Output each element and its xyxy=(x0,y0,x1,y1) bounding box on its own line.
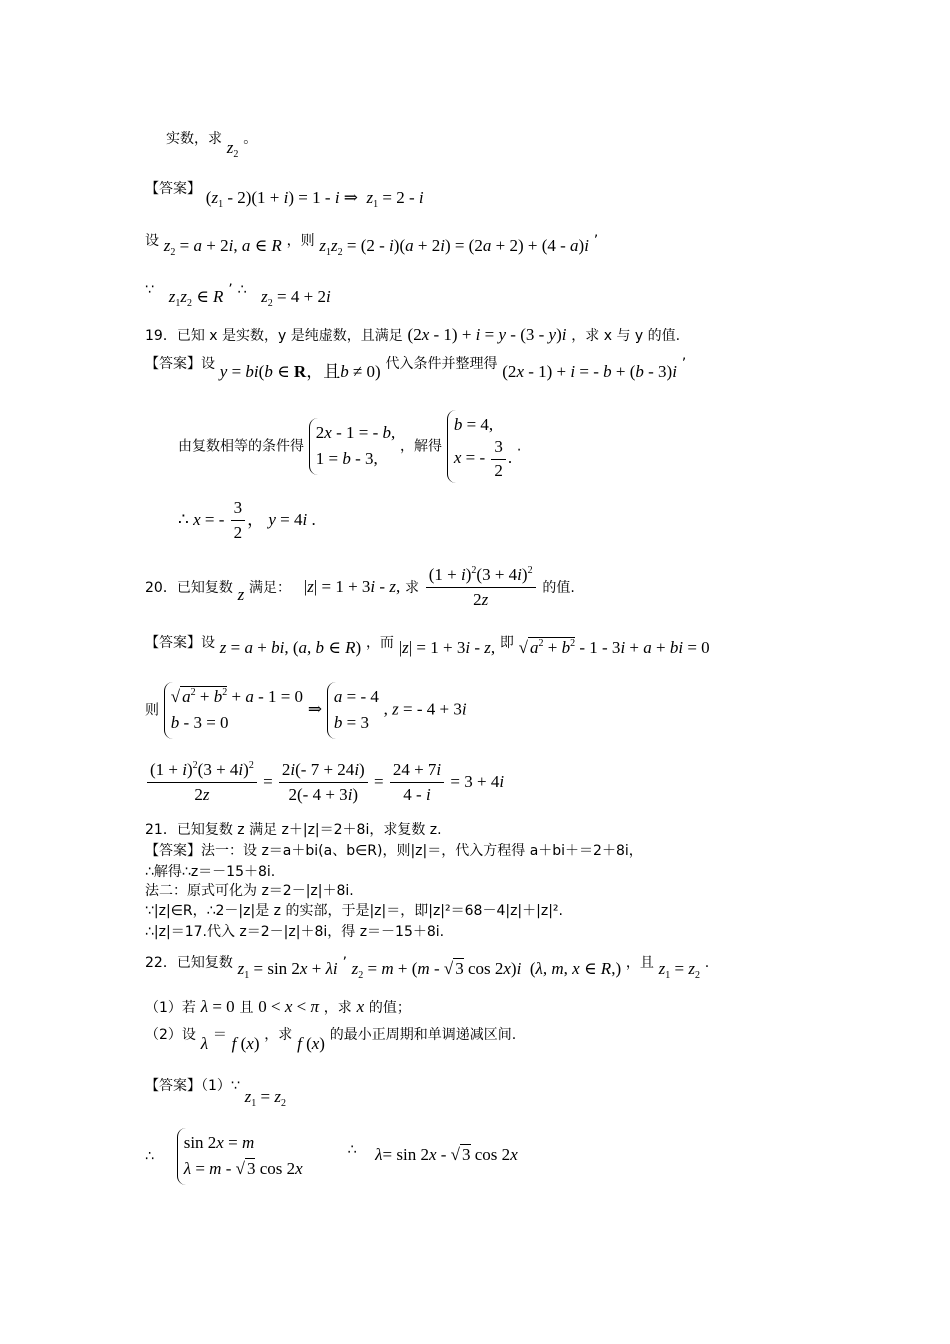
because-symbol: ∵ xyxy=(145,282,154,298)
answer-18-line-2: 设 $z_2 = a + 2i$, a ∈ R ，则 $z_1z_2 = (2 - i)(a + 2i) = (2a + 2) + (4 - a)i$ ’ xyxy=(145,233,599,258)
equation-system: sin 2x = m λ = m - √ 3 cos 2x xyxy=(177,1128,303,1185)
text: 的值. xyxy=(542,579,575,596)
math-z2: $z_2$ xyxy=(226,138,239,160)
math: $z_1 = z_2$ xyxy=(658,959,701,981)
question-22-part-1 xyxy=(145,997,411,1017)
text: 22．已知复数 xyxy=(145,955,233,971)
math: |z| = 1 + 3i - z, xyxy=(398,638,496,657)
math: $\frac{(1 + i)^2(3 + 4i)^2}{2z}$ = $\frac{2i(- 7 + 24i)}{2(- 4 + 3i)}$ = $\frac{24 + 7i}{4 - i}$ = 3 + 4i xyxy=(145,772,504,791)
answer-18-line-1 xyxy=(145,178,424,210)
answer-21-line-1: 【答案】法一：设 z＝a＋bi(a、b∈R)，则|z|＝，代入方程得 a＋bi＋＝2＋8i， xyxy=(145,843,643,859)
math: z = a + bi, (a, b ∈ R) xyxy=(219,638,362,657)
equation-system: b = 4, x = - $\frac{3}{2}$ . xyxy=(447,410,512,483)
text: （2）设 xyxy=(145,1027,196,1043)
math: λ= sin 2x - √ 3 cos 2x xyxy=(375,1145,518,1165)
line-1 xyxy=(166,128,258,160)
math: z xyxy=(237,584,245,604)
math: $z_2 = m + (m$ - √ 3 cos 2x)i (λ, m, x ∈ R,) xyxy=(351,959,622,981)
math: (2x - 1) + i = y - (3 - y)i xyxy=(407,325,567,344)
math: , z = - 4 + 3i xyxy=(383,699,467,719)
text: ，而 xyxy=(365,635,394,651)
answer-21-line-2: ∴解得∴z＝－15＋8i. xyxy=(145,864,276,880)
math: x xyxy=(356,997,365,1016)
text: ，求 xyxy=(264,1027,293,1043)
text: 的值； xyxy=(368,1000,411,1016)
answer-19-line-2: 由复数相等的条件得 2x - 1 = - b, 1 = b - 3, ，解得 b = 4, x = - $\frac{3}{2}$ . . xyxy=(178,410,521,483)
text: ＝ xyxy=(212,1027,227,1043)
answer-label: 【答案】 xyxy=(145,181,201,197)
question-22-part-2 xyxy=(145,1024,517,1053)
math: ∴ x = - $\frac{3}{2}$ ， y = 4i . xyxy=(178,498,316,543)
therefore-symbol: ∴ xyxy=(145,1148,154,1165)
question-22: 22．已知复数 $z_1 = \sin 2x + \lambda i$ ’ $z_2 = m + (m$ - √ 3 cos 2x)i (λ, m, x ∈ R,) ，且 $z_1 = z_2$ . xyxy=(145,955,710,981)
answer-21-line-4: ∵|z|∈R，∴2－|z|是 z 的实部，于是|z|＝，即|z|²＝68－4|z|＋|z|². xyxy=(145,903,563,919)
text: ，则 xyxy=(286,233,315,249)
question-20 xyxy=(145,565,575,611)
text: 则 xyxy=(145,702,159,719)
text: 实数，求 xyxy=(166,131,222,147)
math-fraction: $\frac{(1 + i)^2(3 + 4i)^2}{2z}$ xyxy=(426,565,536,611)
text: 【答案】（1）∵ xyxy=(145,1078,240,1094)
text: （1）若 xyxy=(145,1000,196,1016)
math: $z_1 = z_2$ xyxy=(244,1087,286,1109)
text: 且 xyxy=(239,1000,254,1016)
text: 由复数相等的条件得 xyxy=(178,438,304,455)
text: ，求 x 与 y 的值. xyxy=(571,328,681,344)
text: ，求 xyxy=(323,1000,352,1016)
answer-19-line-1: 【答案】设 y = bi(b ∈ R，且b ≠ 0) 代入条件并整理得 (2x - 1) + i = - b + (b - 3)i ’ xyxy=(145,356,687,381)
answer-22-line-2 xyxy=(145,1128,518,1185)
therefore-symbol: ∴ xyxy=(347,1142,357,1159)
equation-system: a = - 4 b = 3 xyxy=(327,682,379,739)
text: 【答案】设 xyxy=(145,635,215,651)
text: 【答案】设 xyxy=(145,356,215,372)
math: y = bi(b ∈ R，且b ≠ 0) xyxy=(219,362,381,381)
text: 满足： xyxy=(249,579,292,596)
text: 即 xyxy=(499,635,514,651)
math: $z_1z_2$ ∈ R xyxy=(168,287,224,309)
answer-20-line-2 xyxy=(145,682,467,739)
math: $(z_1 - 2)(1 + i) = 1 - i$ ⇒ $z_1 = 2 - i$ xyxy=(205,188,424,210)
text: ，解得 xyxy=(400,438,443,455)
math: f (x) xyxy=(297,1034,325,1053)
answer-21-line-5: ∴|z|＝17.代入 z＝2－|z|＋8i，得 z＝－15＋8i. xyxy=(145,924,445,940)
math: $z_1z_2 = (2 - i)(a + 2i) = (2a + 2) + (4 - a)i$ xyxy=(319,236,589,258)
math: $z_1 = \sin 2x + \lambda i$ xyxy=(237,959,338,981)
question-21: 21．已知复数 z 满足 z＋|z|＝2＋8i，求复数 z. xyxy=(145,822,442,838)
text: 代入条件并整理得 xyxy=(385,356,498,372)
math: ⇒ xyxy=(307,699,323,719)
math: 0 < x < π xyxy=(258,997,319,1016)
therefore-symbol: ∴ xyxy=(237,282,247,298)
text: 。 xyxy=(243,131,258,147)
answer-22-line-1 xyxy=(145,1075,286,1109)
math: f (x) xyxy=(231,1034,260,1053)
text: 的最小正周期和单调递减区间. xyxy=(329,1027,517,1043)
text: 19．已知 x 是实数，y 是纯虚数，且满足 xyxy=(145,328,403,344)
answer-18-line-3: ∵ $z_1z_2$ ∈ R ’ ∴ $z_2 = 4 + 2i$ xyxy=(145,282,331,309)
answer-19-line-3 xyxy=(178,498,316,544)
math: |z| = 1 + 3i - z, xyxy=(303,576,401,596)
math: (2x - 1) + i = - b + (b - 3)i xyxy=(502,362,677,381)
math: √ $a^2 + b^2 - 1 - 3i + a$ + bi = 0 xyxy=(518,638,710,657)
math: λ xyxy=(200,1034,209,1053)
text: 20．已知复数 xyxy=(145,579,233,596)
math: λ = 0 xyxy=(200,997,235,1016)
answer-21-line-3: 法二：原式可化为 z＝2－|z|＋8i. xyxy=(145,883,354,899)
answer-20-line-3 xyxy=(145,760,504,806)
equation-system: 2x - 1 = - b, 1 = b - 3, xyxy=(309,418,395,475)
text: ，且 xyxy=(625,955,654,971)
answer-20-line-1 xyxy=(145,632,710,657)
text: 求 xyxy=(404,579,419,596)
question-19 xyxy=(145,325,680,345)
equation-system: √ $a^2 + b^2 + a - 1 = 0$ b - 3 = 0 xyxy=(164,682,303,739)
math: $z_2 = 4 + 2i$ xyxy=(261,287,331,309)
math: $z_2 = a + 2i$, a ∈ R xyxy=(163,236,282,258)
text: 设 xyxy=(145,233,159,249)
